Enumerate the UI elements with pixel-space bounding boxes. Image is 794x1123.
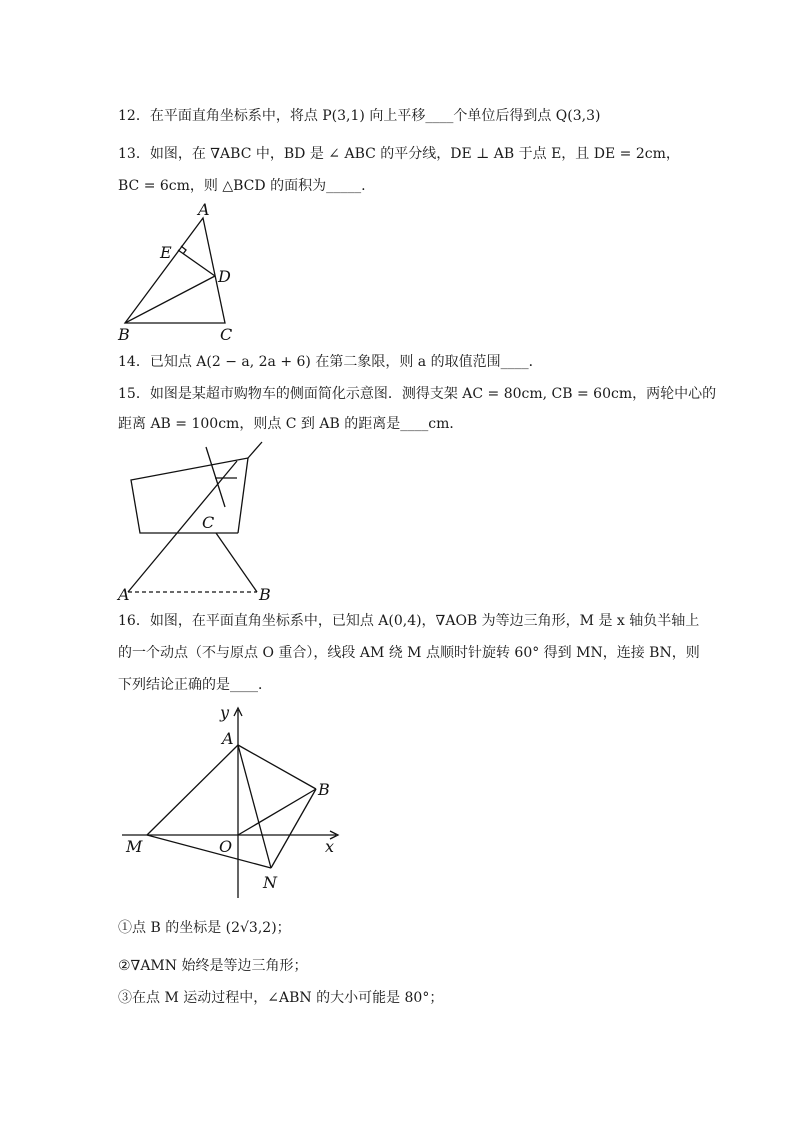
question-15-line-2: 距离 AB = 100cm，则点 C 到 AB 的距离是____cm．: [118, 416, 464, 432]
label-n: N: [263, 873, 277, 892]
label-c: C: [220, 325, 233, 344]
question-16-line-1: 16．如图，在平面直角坐标系中，已知点 A(0,4)，∇AOB 为等边三角形，M 是 x 轴负半轴上: [118, 613, 700, 629]
label-d: D: [218, 267, 231, 286]
label-e: E: [160, 243, 172, 262]
triangle-abc: [125, 218, 225, 323]
segment-bn: [271, 789, 316, 868]
question-16-line-3: 下列结论正确的是____．: [118, 677, 272, 693]
segment-bd: [125, 276, 215, 323]
label-y: y: [220, 703, 230, 722]
q16-statement-3: ③在点 M 运动过程中，∠ABN 的大小可能是 80°；: [118, 990, 444, 1006]
label-a: A: [222, 729, 234, 748]
question-13-line-2: BC = 6cm，则 △BCD 的面积为_____.: [118, 178, 366, 194]
q15-cart-figure: [112, 438, 282, 604]
question-16-line-2: 的一个动点（不与原点 O 重合），线段 AM 绕 M 点顺时针旋转 60° 得到 MN，连接 BN，则: [118, 645, 700, 661]
label-b: B: [318, 780, 330, 799]
label-x: x: [325, 837, 335, 856]
question-13-line-1: 13．如图，在 ∇ABC 中，BD 是 ∠ ABC 的平分线，DE ⊥ AB 于点 E，且 DE = 2cm，: [118, 146, 680, 162]
q16-statement-1: ①点 B 的坐标是 (2√3,2)；: [118, 920, 291, 936]
q16-statement-2: ②∇AMN 始终是等边三角形；: [118, 958, 308, 974]
rail-left: [206, 447, 225, 507]
strut-cb: [216, 533, 257, 592]
label-b: B: [118, 325, 130, 344]
strut-ac: [128, 461, 237, 592]
segment-mn: [147, 835, 271, 868]
label-c: C: [202, 513, 215, 532]
segment-an: [238, 745, 271, 868]
q16-coordinate-figure: [115, 700, 355, 900]
cart-handle: [248, 442, 262, 458]
label-m: M: [126, 837, 143, 856]
segment-ob: [238, 789, 316, 835]
question-15-line-1: 15．如图是某超市购物车的侧面简化示意图．测得支架 AC = 80cm, CB = 60cm，两轮中心的: [118, 386, 717, 402]
label-a: A: [198, 200, 210, 219]
segment-ab: [238, 745, 316, 789]
label-b: B: [259, 585, 271, 604]
question-14: 14．已知点 A(2 − a, 2a + 6) 在第二象限，则 a 的取值范围____．: [118, 354, 543, 370]
label-o: O: [219, 837, 233, 856]
question-12: 12．在平面直角坐标系中，将点 P(3,1) 向上平移____个单位后得到点 Q(3,3): [118, 108, 601, 124]
q13-triangle-figure: [110, 198, 250, 346]
segment-am: [147, 745, 238, 835]
label-a: A: [118, 585, 130, 604]
